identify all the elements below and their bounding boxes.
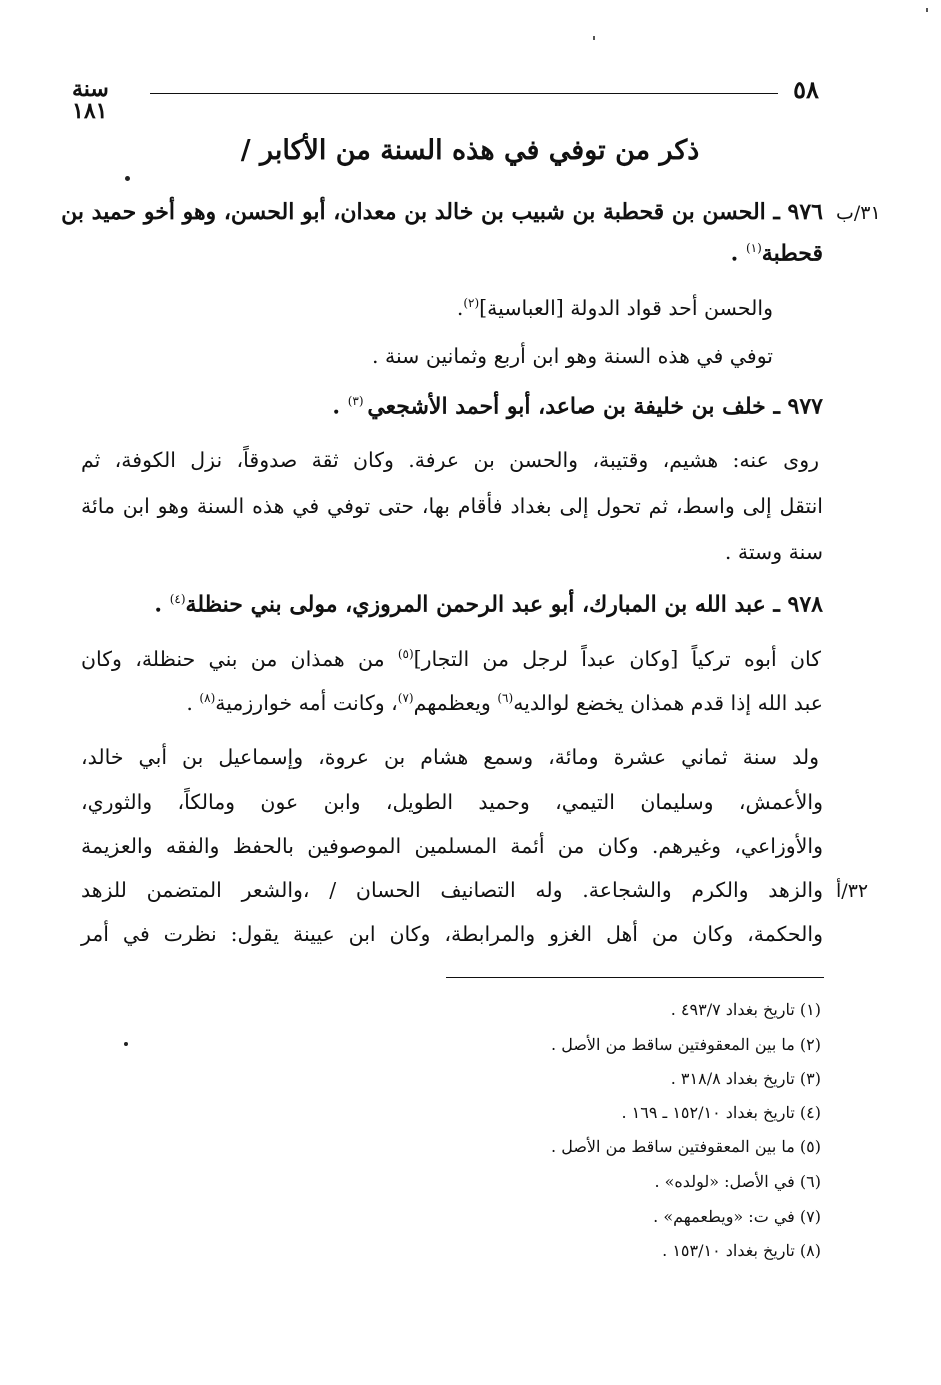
entry-976-heading-line2 xyxy=(81,240,823,267)
footnote-ref-6: (٦) xyxy=(497,691,514,705)
entry-977-line-3: سنة وستة . xyxy=(724,540,823,564)
footnote-ref-1: (١) xyxy=(745,241,762,255)
entry-977-line-1: روى عنه: هشيم، وقتيبة، والحسن بن عرفة. وكان ثقة صدوقاً، نزل الكوفة، ثم xyxy=(81,448,819,472)
entry-978-paragraph-line-4: والزهد والكرم والشجاعة. وله التصانيف الحسان / ،والشعر المتضمن للزهد xyxy=(81,878,823,902)
entry-977-heading xyxy=(81,393,823,420)
footnote-3: (٣) تاريخ بغداد ٣١٨/٨ . xyxy=(670,1069,821,1088)
footnote-2: (٢) ما بين المعقوفتين ساقط من الأصل . xyxy=(551,1035,821,1054)
entry-978-paragraph-line-3: والأوزاعي، وغيرهم. وكان من أئمة المسلمين الموصوفين بالحفظ والفقه والعزيمة xyxy=(81,834,823,858)
entry-976-heading-line1: ٩٧٦ ـ الحسن بن قحطبة بن شبيب بن خالد بن معدان، أبو الحسن، وهو أخو حميد بن xyxy=(61,199,823,225)
entry-977-heading-text: ٩٧٧ ـ خلف بن خليفة بن صاعد، أبو أحمد الأشجعي xyxy=(367,393,823,420)
entry-976-paragraph-2: توفي في هذه السنة وهو ابن أربع وثمانين سنة . xyxy=(371,344,773,368)
entry-976-heading-name: قحطبة xyxy=(761,240,823,267)
footnote-ref-4: (٤) xyxy=(169,592,186,606)
footnote-ref-5: (٥) xyxy=(397,647,414,661)
footnote-rule xyxy=(446,977,824,978)
entry-976-paragraph-1 xyxy=(81,297,773,318)
footnote-4: (٤) تاريخ بغداد ١٥٢/١٠ ـ ١٦٩ . xyxy=(621,1103,821,1122)
entry-978-line-1 xyxy=(81,648,821,669)
footnote-1: (١) تاريخ بغداد ٤٩٣/٧ . xyxy=(670,1000,821,1019)
entry-978-l2-c: ، وكانت أمه خوارزمية xyxy=(215,690,398,715)
scan-speck xyxy=(124,1042,128,1046)
entry-978-heading-end: . xyxy=(154,591,170,618)
entry-978-heading-text: ٩٧٨ ـ عبد الله بن المبارك، أبو عبد الرحمن المروزي، مولى بني حنظلة xyxy=(185,591,823,618)
scan-speck xyxy=(593,36,595,40)
entry-978-heading xyxy=(81,591,823,618)
entry-976-p1-end: . xyxy=(456,295,464,320)
page-number: ٥٨ xyxy=(793,75,819,104)
scan-speck xyxy=(125,176,130,181)
entry-977-line-2: انتقل إلى واسط، ثم تحول إلى بغداد فأقام بها، حتى توفي في هذه السنة وهو ابن مائة xyxy=(81,494,823,518)
entry-978-paragraph-line-1: ولد سنة ثماني عشرة ومائة، وسمع هشام بن عروة، وإسماعيل بن أبي خالد، xyxy=(81,745,819,769)
scan-speck xyxy=(926,8,928,12)
entry-978-l1-b: من همذان من بني حنظلة، وكان xyxy=(81,646,398,671)
footnote-ref-7: (٧) xyxy=(397,691,414,705)
entry-976-heading-end: . xyxy=(730,240,746,267)
entry-978-l2-end: . xyxy=(186,690,200,715)
footnote-ref-3: (٣) xyxy=(347,394,368,408)
entry-978-line-2 xyxy=(81,692,823,713)
footnote-6: (٦) في الأصل: «لولده» . xyxy=(654,1172,821,1191)
footnote-ref-2: (٢) xyxy=(463,296,480,310)
footnote-5: (٥) ما بين المعقوفتين ساقط من الأصل . xyxy=(551,1137,821,1156)
footnote-ref-8: (٨) xyxy=(199,691,216,705)
margin-folio-31b: ٣١/ب xyxy=(836,202,881,224)
footnote-8: (٨) تاريخ بغداد ١٥٣/١٠ . xyxy=(662,1241,821,1260)
header-rule xyxy=(150,93,778,94)
entry-978-paragraph-line-2: والأعمش، وسليمان التيمي، وحميد الطويل، وابن عون ومالكاً، والثوري، xyxy=(81,790,823,814)
entry-978-paragraph-line-5: والحكمة، وكان من أهل الغزو والمرابطة، وكان ابن عيينة يقول: نظرت في أمر xyxy=(81,922,823,946)
entry-978-l2-b: ويعظمهم xyxy=(413,690,498,715)
entry-977-heading-end: . xyxy=(332,393,348,420)
running-head: سنة ١٨١ xyxy=(72,76,109,124)
section-title: ذكر من توفي في هذه السنة من الأكابر / xyxy=(240,135,700,166)
entry-978-l2-a: عبد الله إذا قدم همذان يخضع لوالديه xyxy=(513,690,823,715)
entry-978-l1-a: كان أبوه تركياً [وكان عبداً لرجل من التجار] xyxy=(413,646,822,671)
margin-folio-32a: ٣٢/أ xyxy=(836,880,869,902)
entry-976-p1-text: والحسن أحد قواد الدولة [العباسية] xyxy=(479,295,773,320)
footnote-7: (٧) في ت: «ويطعمهم» . xyxy=(653,1207,821,1226)
